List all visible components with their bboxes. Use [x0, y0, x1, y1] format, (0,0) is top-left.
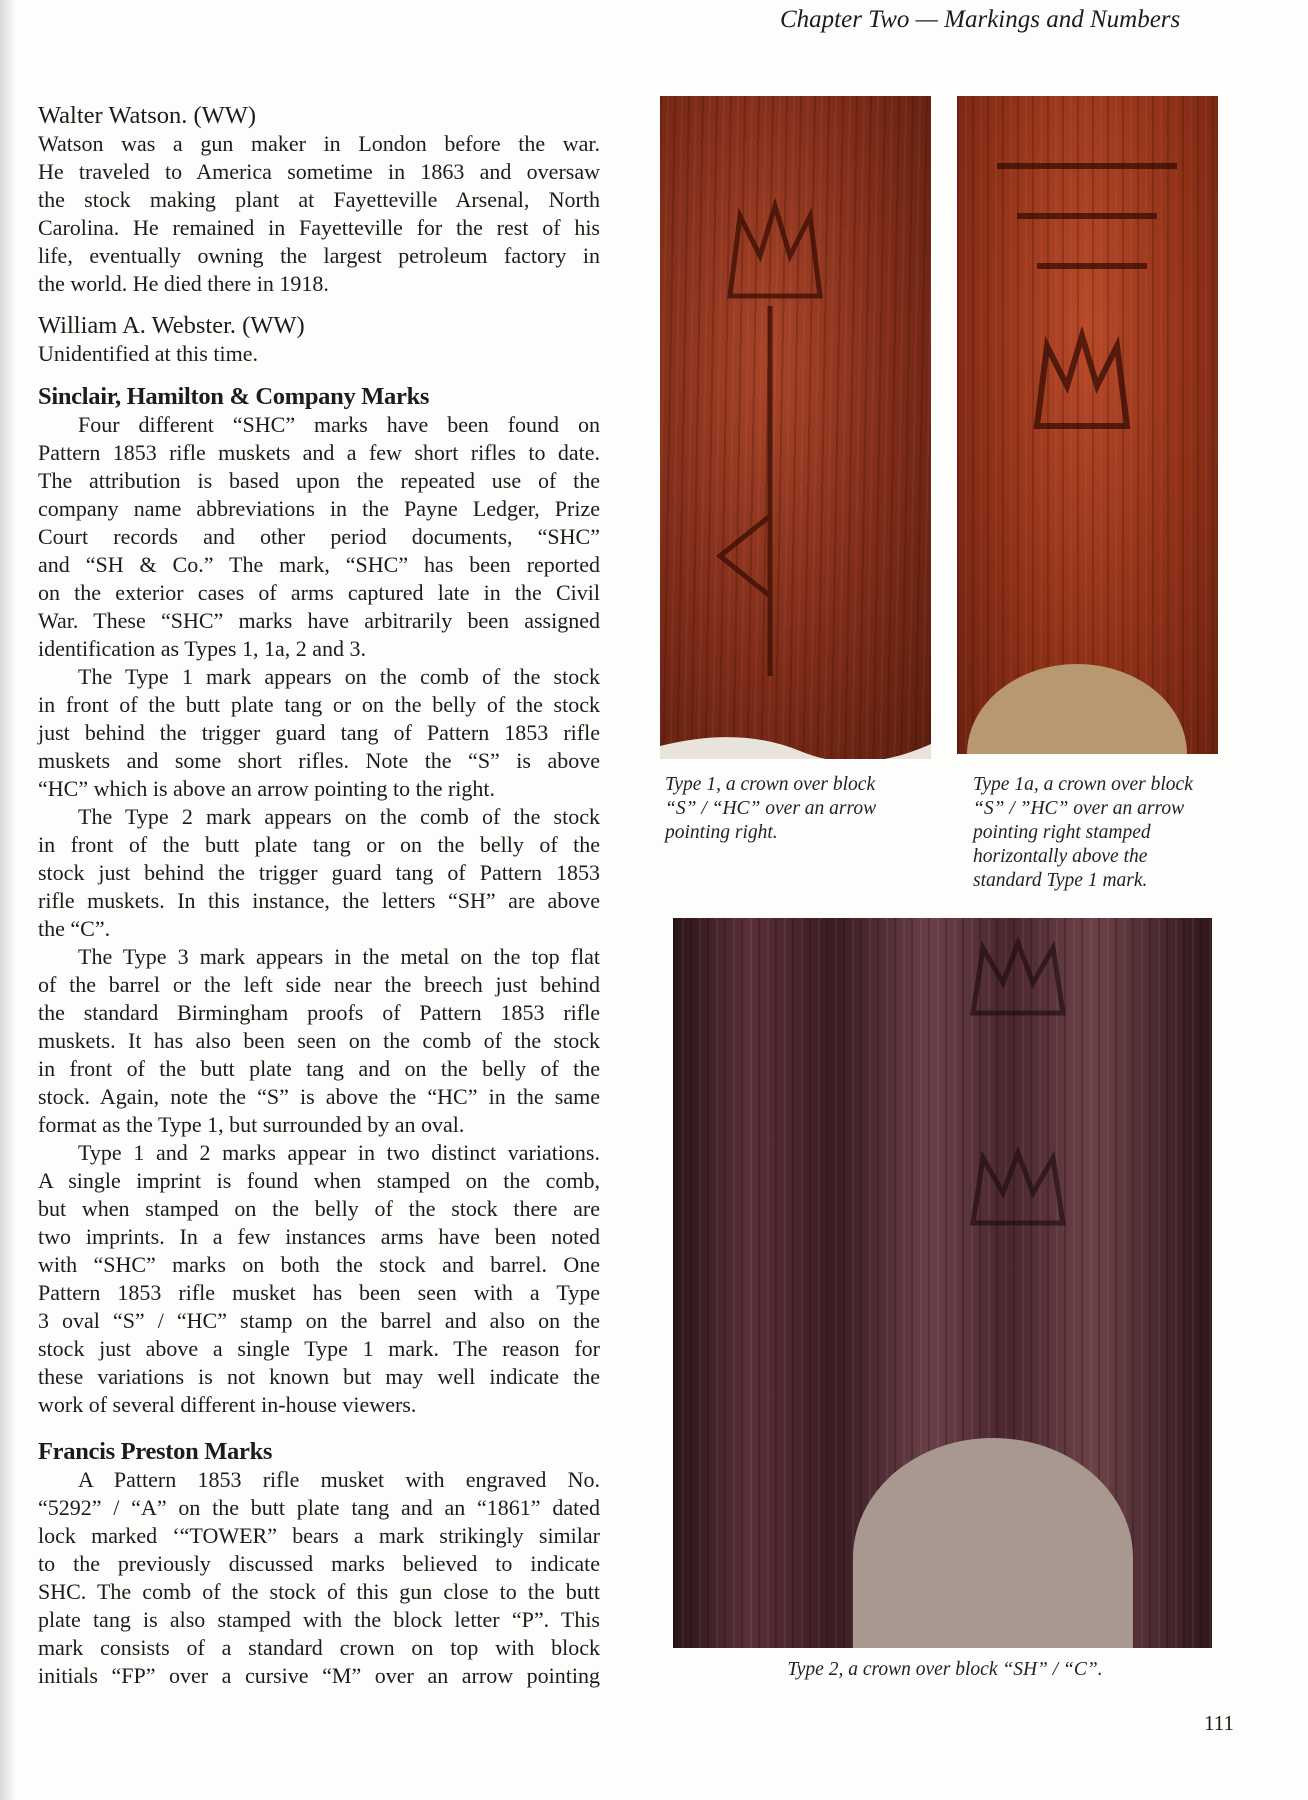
text-line: with “SHC” marks on both the stock and barrel. One [38, 1252, 600, 1277]
section-william-webster [38, 312, 600, 368]
caption-line: horizontally above the [973, 846, 1148, 867]
text-line: stock just behind the trigger guard tang of Pattern 1853 [38, 860, 600, 885]
section-heading: Sinclair, Hamilton & Company Marks [38, 383, 430, 410]
caption-line: “S” / ”HC” over an arrow [973, 798, 1185, 819]
page-gutter-shadow [0, 0, 16, 1800]
section-heading: Francis Preston Marks [38, 1438, 273, 1465]
text-line: Unidentified at this time. [38, 341, 258, 366]
text-line: “5292” / “A” on the butt plate tang and an “1861” dated [38, 1495, 600, 1520]
text-line: identification as Types 1, 1a, 2 and 3. [38, 636, 366, 661]
text-line: stock. Again, note the “S” is above the “HC” in the same [38, 1084, 600, 1109]
text-line: just behind the trigger guard tang of Pattern 1853 rifle [38, 720, 600, 745]
text-line: in front of the butt plate tang or on the belly of the [38, 832, 600, 857]
text-line: but when stamped on the belly of the stock there are [38, 1196, 600, 1221]
paragraph [38, 411, 600, 663]
figure-caption-type-1 [665, 773, 935, 845]
paragraph [38, 1139, 600, 1419]
text-line: He traveled to America sometime in 1863 and oversaw [38, 159, 600, 184]
running-header: Chapter Two — Markings and Numbers [780, 6, 1181, 33]
text-line: muskets and some short rifles. Note the “S” is above [38, 748, 600, 773]
text-line: “HC” which is above an arrow pointing to the right. [38, 776, 496, 801]
paragraph [38, 130, 600, 298]
text-line: rifle muskets. In this instance, the letters “SH” are above [38, 888, 600, 913]
text-line: lock marked ‘“TOWER” bears a mark strikingly similar [38, 1523, 600, 1548]
text-line: SHC. The comb of the stock of this gun close to the butt [38, 1579, 600, 1604]
text-line: Type 1 and 2 marks appear in two distinct variations. [78, 1140, 600, 1165]
text-line: A single imprint is found when stamped on the comb, [38, 1168, 600, 1193]
text-line: The Type 1 mark appears on the comb of the stock [78, 664, 600, 689]
text-line: stock just above a single Type 1 mark. The reason for [38, 1336, 600, 1361]
text-line: War. These “SHC” marks have arbitrarily been assigned [38, 608, 600, 633]
caption-line: “S” / “HC” over an arrow [665, 798, 877, 819]
paragraph [38, 340, 600, 368]
section-francis-preston-marks [38, 1438, 600, 1690]
text-line: of the barrel or the left side near the breech just behind [38, 972, 600, 997]
caption-line: Type 2, a crown over block “SH” / “C”. [787, 1659, 1103, 1680]
text-line: two imprints. In a few instances arms have been noted [38, 1224, 600, 1249]
text-line: and “SH & Co.” The mark, “SHC” has been reported [38, 552, 600, 577]
text-line: The Type 2 mark appears on the comb of the stock [78, 804, 600, 829]
section-sinclair-hamilton-marks [38, 383, 600, 1419]
caption-line: standard Type 1 mark. [973, 870, 1148, 891]
caption-line: pointing right. [665, 822, 778, 843]
section-heading: Walter Watson. (WW) [38, 102, 257, 129]
text-line: Watson was a gun maker in London before the war. [38, 131, 600, 156]
stamp-impression-graphic [660, 96, 931, 759]
page-number: 111 [1204, 1711, 1234, 1735]
caption-line: Type 1, a crown over block [665, 774, 876, 795]
paragraph [38, 943, 600, 1139]
text-line: format as the Type 1, but surrounded by an oval. [38, 1112, 465, 1137]
text-line: life, eventually owning the largest petroleum factory in [38, 243, 600, 268]
photo-type-1a-mark [957, 96, 1218, 754]
text-line: The attribution is based upon the repeated use of the [38, 468, 600, 493]
figure-caption-type-1a [973, 773, 1223, 893]
paragraph [38, 803, 600, 943]
text-line: A Pattern 1853 rifle musket with engraved No. [78, 1467, 600, 1492]
photo-type-2-mark [673, 918, 1212, 1648]
stamp-impression-graphic [673, 918, 1212, 1648]
paragraph [38, 1466, 600, 1690]
text-line: on the exterior cases of arms captured late in the Civil [38, 580, 600, 605]
text-line: 3 oval “S” / “HC” stamp on the barrel and also on the [38, 1308, 600, 1333]
text-line: company name abbreviations in the Payne Ledger, Prize [38, 496, 600, 521]
text-line: The Type 3 mark appears in the metal on the top flat [78, 944, 600, 969]
text-line: muskets. It has also been seen on the comb of the stock [38, 1028, 600, 1053]
section-walter-watson [38, 102, 600, 298]
text-line: Carolina. He remained in Fayetteville for the rest of his [38, 215, 600, 240]
text-line: Four different “SHC” marks have been found on [78, 412, 600, 437]
text-line: the stock making plant at Fayetteville Arsenal, North [38, 187, 600, 212]
section-heading: William A. Webster. (WW) [38, 312, 305, 339]
figure-caption-type-2 [660, 1658, 1230, 1682]
text-line: in front of the butt plate tang or on the belly of the stock [38, 692, 600, 717]
text-line: Court records and other period documents, “SHC” [38, 524, 600, 549]
text-line: the standard Birmingham proofs of Pattern 1853 rifle [38, 1000, 600, 1025]
stamp-impression-graphic [957, 96, 1218, 754]
photo-type-1-mark [660, 96, 931, 759]
text-line: the “C”. [38, 916, 111, 941]
text-line: these variations is not known but may well indicate the [38, 1364, 600, 1389]
caption-line: Type 1a, a crown over block [973, 774, 1193, 795]
text-line: mark consists of a standard crown on top with block [38, 1635, 600, 1660]
paragraph [38, 663, 600, 803]
text-line: work of several different in-house viewers. [38, 1392, 417, 1417]
text-line: Pattern 1853 rifle musket has been seen with a Type [38, 1280, 600, 1305]
caption-line: pointing right stamped [973, 822, 1151, 843]
text-line: Pattern 1853 rifle muskets and a few short rifles to date. [38, 440, 600, 465]
text-line: in front of the butt plate tang and on the belly of the [38, 1056, 600, 1081]
text-line: the world. He died there in 1918. [38, 271, 329, 296]
text-line: initials “FP” over a cursive “M” over an arrow pointing [38, 1663, 600, 1688]
text-line: plate tang is also stamped with the block letter “P”. This [38, 1607, 600, 1632]
text-line: to the previously discussed marks believed to indicate [38, 1551, 600, 1576]
